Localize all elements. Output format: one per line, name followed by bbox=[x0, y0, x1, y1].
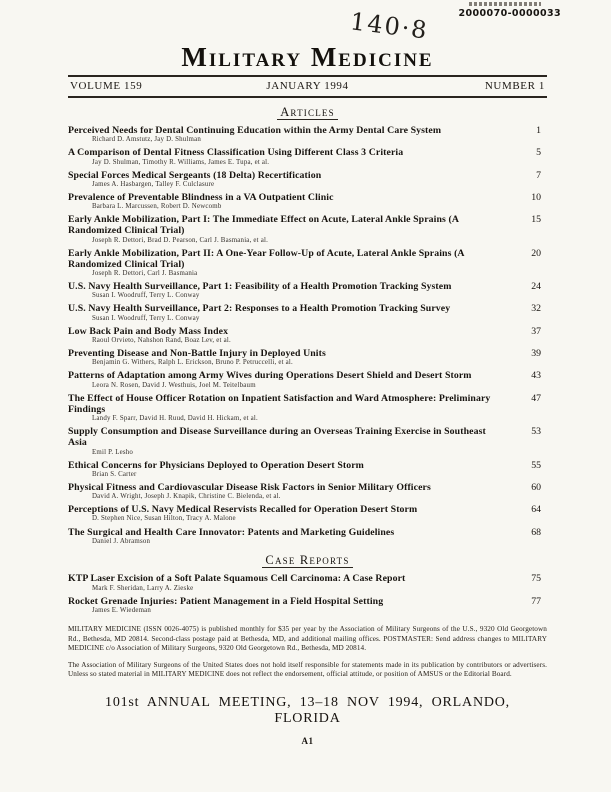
library-stamp bbox=[459, 2, 561, 19]
article-authors: James E. Wiedeman bbox=[92, 606, 152, 614]
page-number: 60 bbox=[531, 481, 541, 493]
article-title: A Comparison of Dental Fitness Classification Using Different Class 3 Criteria bbox=[68, 147, 404, 159]
section-heading: Articles bbox=[277, 105, 338, 120]
page-number: 24 bbox=[531, 281, 541, 293]
article-authors: Susan I. Woodruff, Terry L. Conway bbox=[92, 292, 200, 300]
journal-title: Military Medicine bbox=[181, 42, 434, 72]
toc-entry bbox=[68, 125, 547, 145]
article-authors: Leora N. Rosen, David J. Westhuis, Joel M. Teitelbaum bbox=[92, 381, 256, 389]
article-title: Preventing Disease and Non-Battle Injury in Deployed Units bbox=[68, 348, 326, 360]
article-authors: Barbara L. Marcussen, Robert D. Newcomb bbox=[92, 203, 222, 211]
toc-entry bbox=[68, 348, 547, 368]
toc-entry bbox=[68, 393, 547, 424]
entry-text bbox=[68, 303, 507, 323]
page-number: 53 bbox=[531, 426, 541, 438]
section-heading: Case Reports bbox=[262, 553, 352, 568]
article-title: Special Forces Medical Sergeants (18 Delta) Recertification bbox=[68, 169, 322, 181]
folio-page-label: A1 bbox=[301, 735, 314, 746]
article-authors: Joseph R. Dettori, Brad D. Pearson, Carl J. Basmania, et al. bbox=[92, 236, 269, 244]
section-heading-row bbox=[68, 551, 547, 569]
article-title: Early Ankle Mobilization, Part I: The Immediate Effect on Acute, Lateral Ankle Sprains (A Randomized Clinical Trial) bbox=[68, 214, 459, 237]
article-title: Perceived Needs for Dental Continuing Education within the Army Dental Care System bbox=[68, 125, 442, 136]
handwritten-call-number: 140·8 bbox=[348, 7, 431, 45]
article-authors: Jay D. Shulman, Timothy R. Williams, James E. Tupa, et al. bbox=[92, 158, 270, 166]
article-authors: Joseph R. Dettori, Carl J. Basmania bbox=[92, 270, 198, 278]
cutoff-stamp-line bbox=[469, 2, 541, 6]
article-title: Early Ankle Mobilization, Part II: A One-Year Follow-Up of Acute, Lateral Ankle Sprains (A Randomized Clinical Trial) bbox=[68, 247, 465, 270]
toc-entry bbox=[68, 303, 547, 323]
article-title: Low Back Pain and Body Mass Index bbox=[68, 325, 229, 337]
entry-text bbox=[68, 125, 507, 145]
toc-entry bbox=[68, 326, 547, 346]
page-number: 37 bbox=[531, 325, 541, 337]
toc-entry bbox=[68, 596, 547, 616]
page-number: 75 bbox=[531, 573, 541, 585]
article-title: Patterns of Adaptation among Army Wives during Operations Desert Shield and Desert Storm bbox=[68, 370, 472, 382]
article-authors: Raoul Orvieto, Nahshon Rand, Boaz Lev, et al. bbox=[92, 336, 231, 344]
annual-meeting-announcement: 101st ANNUAL MEETING, 13–18 NOV 1994, ORLANDO, FLORIDA bbox=[105, 694, 510, 726]
article-authors: Richard D. Amstutz, Jay D. Shulman bbox=[92, 136, 202, 144]
page-number: 68 bbox=[531, 526, 541, 538]
article-authors: Benjamin G. Withers, Ralph L. Erickson, Bruno P. Petruccelli, et al. bbox=[92, 359, 293, 367]
entry-text bbox=[68, 482, 507, 502]
page-number: 55 bbox=[531, 459, 541, 471]
toc-entry bbox=[68, 170, 547, 190]
page-number: 77 bbox=[531, 595, 541, 607]
publisher-note: MILITARY MEDICINE (ISSN 0026-4075) is published monthly for $35 per year by the Association of Military Surgeons of the U.S., 9320 Old Georgetown Rd., Bethesda, MD 20814. Second-class postage paid at Bethesda, MD, and additional mailing offices. POSTMASTER: Send address changes to MILITARY MEDICINE c/o Association of Military Surgeons, 9320 Old Georgetown Rd., Bethesda, MD 20814. bbox=[68, 625, 547, 653]
page-number: 43 bbox=[531, 370, 541, 382]
section-heading-row bbox=[68, 103, 547, 121]
entry-text bbox=[68, 504, 507, 524]
entry-text bbox=[68, 527, 507, 547]
page-number: 64 bbox=[531, 504, 541, 516]
issue-info-bar bbox=[68, 75, 547, 98]
article-authors: Emil P. Lesho bbox=[92, 448, 134, 456]
article-authors: David A. Wright, Joseph J. Knapik, Christine C. Bielenda, et al. bbox=[92, 493, 281, 501]
toc-entry bbox=[68, 482, 547, 502]
toc-entry bbox=[68, 248, 547, 279]
toc-entry bbox=[68, 504, 547, 524]
entry-text bbox=[68, 348, 507, 368]
entry-text bbox=[68, 426, 507, 457]
entry-text bbox=[68, 147, 507, 167]
article-title: Ethical Concerns for Physicians Deployed to Operation Desert Storm bbox=[68, 459, 364, 471]
issue-date: JANUARY 1994 bbox=[266, 80, 349, 92]
article-authors: Mark F. Sheridan, Larry A. Zieske bbox=[92, 584, 194, 592]
article-authors: Landy F. Sparr, David H. Ruud, David H. Hickam, et al. bbox=[92, 415, 258, 423]
page-number: 39 bbox=[531, 348, 541, 360]
page-number: 10 bbox=[531, 191, 541, 203]
volume-label: VOLUME 159 bbox=[70, 80, 143, 92]
page-number: 5 bbox=[536, 147, 541, 159]
toc-entry bbox=[68, 281, 547, 301]
entry-text bbox=[68, 248, 507, 279]
article-title: Supply Consumption and Disease Surveillance during an Overseas Training Exercise in Southeast Asia bbox=[68, 426, 486, 449]
article-title: KTP Laser Excision of a Soft Palate Squamous Cell Carcinoma: A Case Report bbox=[68, 573, 406, 585]
entry-text bbox=[68, 192, 507, 212]
toc-entry bbox=[68, 370, 547, 390]
page-number: 7 bbox=[536, 169, 541, 181]
toc-entry bbox=[68, 192, 547, 212]
entry-text bbox=[68, 281, 507, 301]
page-number: 1 bbox=[536, 125, 541, 136]
toc-entry bbox=[68, 573, 547, 593]
entry-text bbox=[68, 573, 507, 593]
toc-entry bbox=[68, 214, 547, 245]
entry-text bbox=[68, 393, 507, 424]
article-authors: Brian S. Carter bbox=[92, 470, 137, 478]
article-authors: D. Stephen Nice, Susan Hilton, Tracy A. Malone bbox=[92, 515, 236, 523]
page-number: 20 bbox=[531, 247, 541, 259]
stamp-accession-number: 2000070-0000033 bbox=[458, 8, 561, 19]
table-of-contents bbox=[68, 103, 547, 615]
article-title: Physical Fitness and Cardiovascular Disease Risk Factors in Senior Military Officers bbox=[68, 481, 431, 493]
page-number: 47 bbox=[531, 392, 541, 404]
article-authors: James A. Hasbargen, Talley F. Culclasure bbox=[92, 180, 215, 188]
issue-number: NUMBER 1 bbox=[484, 80, 545, 92]
article-title: Prevalence of Preventable Blindness in a VA Outpatient Clinic bbox=[68, 191, 334, 203]
page-number: 32 bbox=[531, 303, 541, 315]
disclaimer-note: The Association of Military Surgeons of the United States does not hold itself responsible for statements made in its publication by contributors or advertisers. Unless so stated material in MILITARY MEDICINE does not reflect the endorsement, official attitude, or position of AMSUS or the Editorial Board. bbox=[68, 660, 547, 679]
article-title: Rocket Grenade Injuries: Patient Management in a Field Hospital Setting bbox=[68, 595, 384, 607]
article-authors: Susan I. Woodruff, Terry L. Conway bbox=[92, 314, 200, 322]
toc-entry bbox=[68, 460, 547, 480]
entry-text bbox=[68, 170, 507, 190]
article-title: U.S. Navy Health Surveillance, Part 2: Responses to a Health Promotion Tracking Survey bbox=[68, 303, 451, 315]
toc-entry bbox=[68, 527, 547, 547]
article-title: U.S. Navy Health Surveillance, Part 1: Feasibility of a Health Promotion Tracking System bbox=[68, 281, 452, 293]
article-title: The Surgical and Health Care Innovator: Patents and Marketing Guidelines bbox=[68, 526, 395, 538]
article-title: Perceptions of U.S. Navy Medical Reservists Recalled for Operation Desert Storm bbox=[68, 504, 418, 516]
toc-entry bbox=[68, 426, 547, 457]
entry-text bbox=[68, 326, 507, 346]
toc-entry bbox=[68, 147, 547, 167]
article-authors: Daniel J. Abramson bbox=[92, 537, 151, 545]
article-title: The Effect of House Officer Rotation on Inpatient Satisfaction and Ward Atmosphere: Preliminary Findings bbox=[68, 392, 491, 415]
entry-text bbox=[68, 370, 507, 390]
entry-text bbox=[68, 214, 507, 245]
entry-text bbox=[68, 460, 507, 480]
page-number: 15 bbox=[531, 214, 541, 226]
entry-text bbox=[68, 596, 507, 616]
